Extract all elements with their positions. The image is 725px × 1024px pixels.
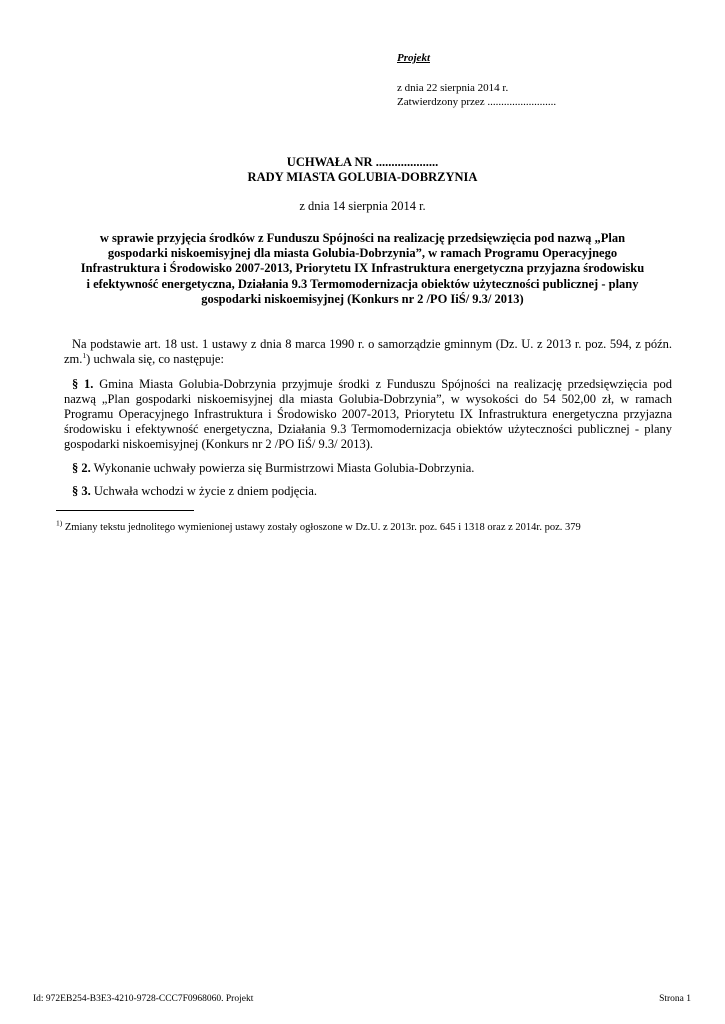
document-id: Id: 972EB254-B3E3-4210-9728-CCC7F0968060. Projekt [33, 994, 254, 1004]
footnote-marker: 1) [56, 518, 63, 528]
footnote: $^{1)}$ Zmiany tekstu jednolitego wymienionej ustawy zostały ogłoszone w Dz.U. z 2013r. poz. 645 i 1318 oraz z 2014r. poz. 379 [56, 518, 581, 533]
subject-line: w sprawie przyjęcia środków z Funduszu Spójności na realizację przedsięwzięcia pod nazwą „Plan [99, 231, 626, 245]
council-name: RADY MIASTA GOLUBIA-DOBRZYNIA [247, 170, 478, 184]
paragraph-3: § 3. Uchwała wchodzi w życie z dniem podjęcia. [72, 484, 318, 498]
subject-line: Infrastruktura i Środowisko 2007-2013, Priorytetu IX Infrastruktura energetyczna przyjazna środowisku [80, 261, 645, 276]
preamble: Na podstawie art. 18 ust. 1 ustawy z dnia 8 marca 1990 r. o samorządzie gminnym (Dz. U. z 2013 r. poz. 594, z późn. zm.$^1$) uchwala się, co następuje: [64, 337, 672, 366]
subject-line: i efektywność energetyczna, Działania 9.3 Termomodernizacja obiektów użyteczności publicznej - plany [86, 276, 639, 291]
resolution-date: z dnia 14 sierpnia 2014 r. [299, 199, 426, 213]
paragraph-2: § 2. Wykonanie uchwały powierza się Burmistrzowi Miasta Golubia-Dobrzynia. [72, 461, 475, 475]
page-number: Strona 1 [659, 994, 691, 1004]
footnote-ref: 1 [82, 350, 87, 360]
resolution-subject [56, 231, 669, 307]
subject-line: gospodarki niskoemisyjnej dla miasta Golubia-Dobrzynia”, w ramach Programu Operacyjnego [107, 246, 618, 261]
paragraph-label: § 1. [72, 377, 94, 391]
subject-line: gospodarki niskoemisyjnej (Konkurs nr 2 /PO IiŚ/ 9.3/ 2013) [201, 291, 524, 306]
paragraph-label: § 2. [72, 461, 91, 475]
projekt-label: Projekt [397, 52, 430, 64]
draft-date: z dnia 22 sierpnia 2014 r. [397, 82, 509, 94]
footnote-divider [56, 510, 194, 511]
paragraph-label: § 3. [72, 484, 91, 498]
approved-by: Zatwierdzony przez ......................... [397, 96, 557, 108]
resolution-number: UCHWAŁA NR .................... [286, 155, 439, 169]
paragraph-1: § 1. Gmina Miasta Golubia-Dobrzynia przyjmuje środki z Funduszu Spójności na realizację przedsięwzięcia pod nazwą „Plan gospodarki niskoemisyjnej dla miasta Golubia-Dobrzynia”, w wysokości do 54 502,00 zł, w ramach Programu Operacyjnego Infrastruktura i Środowisko 2007-2013, Priorytetu IX Infrastruktura energetyczna przyjazna środowisku i efektywność energetyczna, Działania 9.3 Termomodernizacja obiektów użyteczności publicznej - plany gospodarki niskoemisyjnej (Konkurs nr 2 /PO IiŚ/ 9.3/ 2013). [64, 377, 672, 451]
